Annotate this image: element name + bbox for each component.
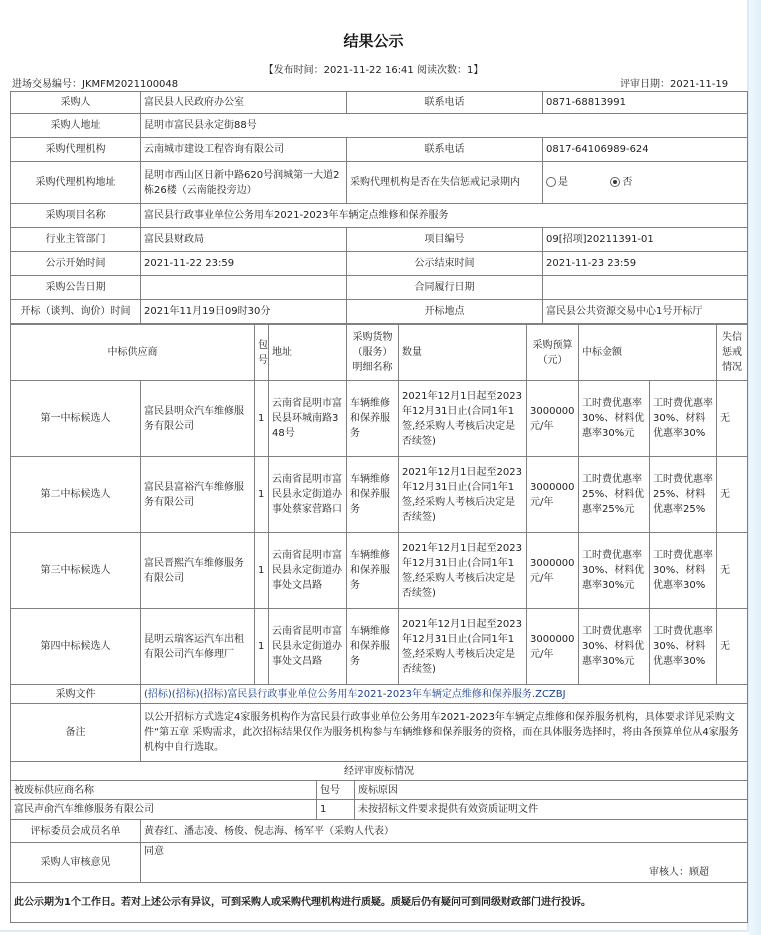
project-no-value: 09[招项]20211391-01 [543, 228, 748, 252]
header-package: 包号 [255, 325, 269, 381]
doc-link-text[interactable]: (招标)(招标)(招标)富民县行政事业单位公务用车2021-2023年车辆定点维修和保养服务.ZCZBJ [144, 688, 566, 700]
candidate-credit: 无 [717, 457, 748, 533]
header-credit: 失信惩戒情况 [717, 325, 748, 381]
invalid-header-package: 包号 [317, 781, 355, 800]
candidate-address: 云南省昆明市富民县环城南路348号 [269, 381, 347, 457]
candidate-credit: 无 [717, 381, 748, 457]
header-goods: 采购货物（服务）明细名称 [347, 325, 399, 381]
review-date: 评审日期：2021-11-19 [620, 79, 729, 90]
end-value: 2021-11-23 23:59 [543, 252, 748, 276]
candidate-address: 云南省昆明市富民县永定街道办事处文昌路 [269, 533, 347, 609]
publish-info: 【发布时间：2021-11-22 16:41 阅读次数：1】 [263, 65, 484, 76]
blacklist-label: 采购代理机构是否在失信惩戒记录期内 [347, 162, 543, 204]
candidate-amount: 工时费优惠率30%、材料优惠率30%元 [579, 381, 650, 457]
header-amount: 中标金额 [579, 325, 717, 381]
candidate-credit: 无 [717, 533, 748, 609]
table-row [11, 381, 748, 457]
candidate-rank: 第一中标候选人 [11, 381, 141, 457]
table-row [11, 300, 748, 324]
table-row [11, 883, 748, 923]
candidate-budget: 3000000元/年 [527, 609, 579, 685]
agent-phone-value: 0817-64106989-624 [543, 138, 748, 162]
candidate-goods: 车辆维修和保养服务 [347, 381, 399, 457]
invalid-supplier-reason: 未按招标文件要求提供有效资质证明文件 [355, 800, 748, 820]
radio-no-label: 否 [622, 177, 633, 188]
table-row [11, 252, 748, 276]
header-address: 地址 [269, 325, 347, 381]
candidate-amount-detail: 工时费优惠率30%、材料优惠率30% [650, 609, 717, 685]
table-row [11, 92, 748, 114]
candidate-budget: 3000000元/年 [527, 533, 579, 609]
candidate-quantity: 2021年12月1日起至2023年12月31日止(合同1年1签,经采购人考核后决定是否续签) [399, 533, 527, 609]
table-row [11, 762, 748, 781]
project-name-value: 富民县行政事业单位公务用车2021-2023年车辆定点维修和保养服务 [141, 204, 748, 228]
candidate-amount-detail: 工时费优惠率30%、材料优惠率30% [650, 533, 717, 609]
candidate-package: 1 [255, 381, 269, 457]
candidate-amount: 工时费优惠率30%、材料优惠率30%元 [579, 609, 650, 685]
table-row [11, 276, 748, 300]
candidate-package: 1 [255, 533, 269, 609]
table-row [11, 843, 748, 883]
candidate-package: 1 [255, 609, 269, 685]
candidate-budget: 3000000元/年 [527, 457, 579, 533]
table-row [11, 228, 748, 252]
candidate-name: 富民县明众汽车维修服务有限公司 [141, 381, 255, 457]
doc-label: 采购文件 [11, 685, 141, 704]
dept-label: 行业主管部门 [11, 228, 141, 252]
candidate-goods: 车辆维修和保养服务 [347, 609, 399, 685]
invalid-header-name: 被废标供应商名称 [11, 781, 317, 800]
candidate-goods: 车辆维修和保养服务 [347, 533, 399, 609]
table-row [11, 114, 748, 138]
committee-members: 黄春红、潘志凌、杨俊、倪志海、杨军平（采购人代表） [141, 820, 748, 843]
table-row [11, 685, 748, 704]
candidate-quantity: 2021年12月1日起至2023年12月31日止(合同1年1签,经采购人考核后决定是否续签) [399, 457, 527, 533]
project-no-label: 项目编号 [347, 228, 543, 252]
candidate-quantity: 2021年12月1日起至2023年12月31日止(合同1年1签,经采购人考核后决定是否续签) [399, 381, 527, 457]
reviewer-name: 审核人：顾超 [649, 867, 710, 878]
candidate-credit: 无 [717, 609, 748, 685]
candidate-rank: 第四中标候选人 [11, 609, 141, 685]
buyer-value: 富民县人民政府办公室 [141, 92, 347, 114]
agent-phone-label: 联系电话 [347, 138, 543, 162]
candidate-amount-detail: 工时费优惠率30%、材料优惠率30% [650, 381, 717, 457]
dept-value: 富民县财政局 [141, 228, 347, 252]
buyer-phone-label: 联系电话 [347, 92, 543, 114]
agent-label: 采购代理机构 [11, 138, 141, 162]
table-row [11, 609, 748, 685]
end-label: 公示结束时间 [347, 252, 543, 276]
table-row [11, 704, 748, 762]
start-value: 2021-11-22 23:59 [141, 252, 347, 276]
table-row [11, 800, 748, 820]
invalid-supplier-name: 富民声俞汽车维修服务有限公司 [11, 800, 317, 820]
agent-address-label: 采购代理机构地址 [11, 162, 141, 204]
candidate-name: 富民县富裕汽车维修服务有限公司 [141, 457, 255, 533]
candidate-budget: 3000000元/年 [527, 381, 579, 457]
opinion-label: 采购人审核意见 [11, 843, 141, 883]
remark-text: 以公开招标方式选定4家服务机构作为富民县行政事业单位公务用车2021-2023年车辆定点维修和保养服务机构，具体要求详见采购文件“第五章 采购需求，此次招标结果仅作为服务机构参与车辆维修和保养服务的资格，而在具体服务选择时，将由各预算单位从4家服务机构中自行选取。 [141, 704, 748, 762]
header-budget: 采购预算（元） [527, 325, 579, 381]
announce-value [141, 276, 347, 300]
candidates-table [10, 324, 748, 685]
contract-label: 合同履行日期 [347, 276, 543, 300]
footer-notice: 此公示期为1个工作日。若对上述公示有异议，可到采购人或采购代理机构进行质疑。质疑后仍有疑问可到同级财政部门进行投诉。 [11, 883, 748, 923]
candidate-package: 1 [255, 457, 269, 533]
blacklist-options [543, 162, 748, 204]
buyer-phone-value: 0871-68813991 [543, 92, 748, 114]
page-title: 结果公示 [343, 32, 404, 50]
open-time-value: 2021年11月19日09时30分 [141, 300, 347, 324]
candidate-address: 云南省昆明市富民县永定街道办事处蔡家营路口 [269, 457, 347, 533]
project-name-label: 采购项目名称 [11, 204, 141, 228]
candidate-amount: 工时费优惠率30%、材料优惠率30%元 [579, 533, 650, 609]
radio-yes-label: 是 [558, 177, 568, 188]
header-supplier: 中标供应商 [11, 325, 255, 381]
announce-label: 采购公告日期 [11, 276, 141, 300]
table-row [11, 204, 748, 228]
opinion-text: 同意 [144, 846, 164, 857]
contract-value [543, 276, 748, 300]
summary-table [10, 684, 748, 923]
table-row [11, 162, 748, 204]
basic-info-table [10, 91, 748, 324]
table-header-row [11, 325, 748, 381]
header-quantity: 数量 [399, 325, 527, 381]
buyer-address-value: 昆明市富民县永定街88号 [141, 114, 748, 138]
table-row [11, 138, 748, 162]
open-time-label: 开标（谈判、询价）时间 [11, 300, 141, 324]
agent-address-value: 昆明市西山区日新中路620号润城第一大道2栋26楼（云南能投旁边） [141, 162, 347, 204]
invalid-supplier-package: 1 [317, 800, 355, 820]
radio-no[interactable] [610, 177, 620, 187]
candidate-rank: 第二中标候选人 [11, 457, 141, 533]
vertical-scrollbar[interactable] [749, 0, 761, 935]
buyer-label: 采购人 [11, 92, 141, 114]
candidate-amount: 工时费优惠率25%、材料优惠率25%元 [579, 457, 650, 533]
candidate-rank: 第三中标候选人 [11, 533, 141, 609]
table-header-row [11, 781, 748, 800]
invalid-header-reason: 废标原因 [355, 781, 748, 800]
place-value: 富民县公共资源交易中心1号开标厅 [543, 300, 748, 324]
candidate-amount-detail: 工时费优惠率25%、材料优惠率25% [650, 457, 717, 533]
committee-label: 评标委员会成员名单 [11, 820, 141, 843]
candidate-goods: 车辆维修和保养服务 [347, 457, 399, 533]
table-row [11, 533, 748, 609]
candidate-quantity: 2021年12月1日起至2023年12月31日止(合同1年1签,经采购人考核后决定是否续签) [399, 609, 527, 685]
start-label: 公示开始时间 [11, 252, 141, 276]
table-row [11, 457, 748, 533]
radio-yes[interactable] [546, 177, 556, 187]
opinion-cell [141, 843, 748, 883]
place-label: 开标地点 [347, 300, 543, 324]
remark-label: 备注 [11, 704, 141, 762]
doc-link[interactable] [141, 685, 748, 704]
invalid-bid-title: 经评审废标情况 [11, 762, 748, 781]
candidate-address: 云南省昆明市富民县永定街道办事处文昌路 [269, 609, 347, 685]
agent-value: 云南城市建设工程咨询有限公司 [141, 138, 347, 162]
table-row [11, 820, 748, 843]
buyer-address-label: 采购人地址 [11, 114, 141, 138]
candidate-name: 富民晋熙汽车维修服务有限公司 [141, 533, 255, 609]
trade-number: 进场交易编号：JKMFM2021100048 [12, 79, 179, 90]
candidate-name: 昆明云瑞客运汽车出租有限公司汽车修理厂 [141, 609, 255, 685]
